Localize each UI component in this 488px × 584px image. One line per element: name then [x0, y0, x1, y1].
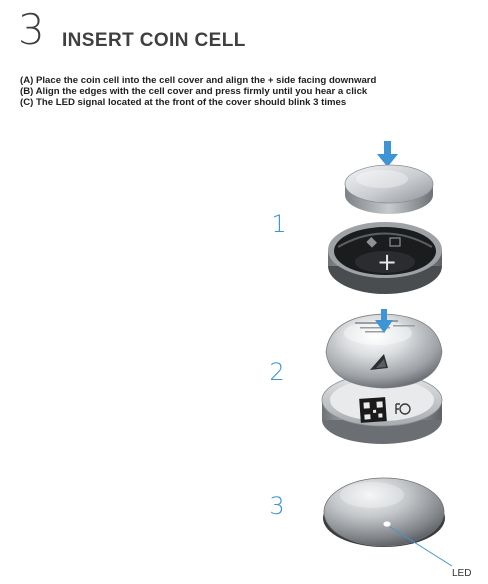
figure-step-1: [328, 141, 442, 294]
battery-plus-symbol: +: [376, 248, 398, 276]
instruction-c: (C) The LED signal located at the front of the cover should blink 3 times: [20, 97, 347, 108]
led-indicator: [383, 521, 390, 526]
coin-cell: [345, 165, 433, 214]
led-label: LED: [452, 568, 472, 579]
instruction-b: (B) Align the edges with the cell cover and press firmly until you hear a click: [20, 86, 368, 97]
qr-code-icon: [359, 397, 387, 423]
step-number: 3: [18, 5, 45, 54]
instruction-a: (A) Place the coin cell into the cell cover and align the + side facing downward: [20, 75, 377, 86]
page-title: INSERT COIN CELL: [62, 30, 246, 51]
step-label-2: 2: [269, 358, 285, 386]
step-label-3: 3: [269, 492, 285, 520]
figure-step-3: [323, 478, 452, 566]
step-label-1: 1: [271, 210, 287, 238]
insert-arrow-icon: [377, 141, 398, 167]
figure-step-2: [322, 309, 442, 444]
